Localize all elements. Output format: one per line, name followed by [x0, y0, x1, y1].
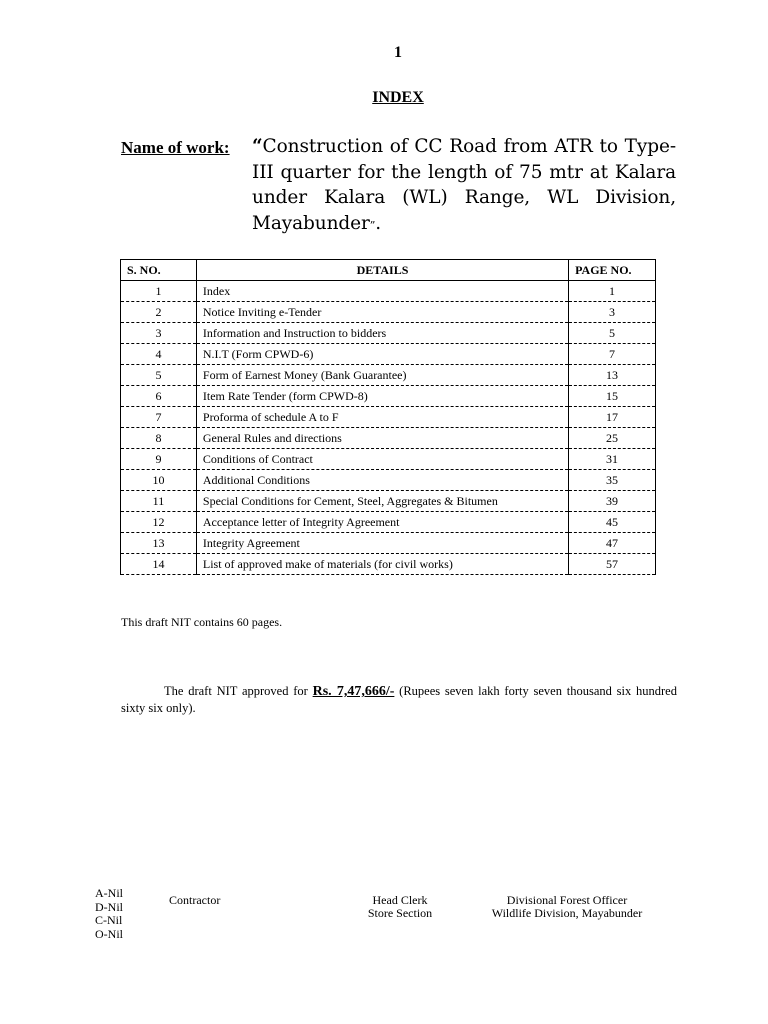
table-row: [121, 407, 656, 428]
row-sno: 1: [121, 281, 197, 302]
header-details: DETAILS: [196, 260, 568, 281]
row-page: 45: [569, 512, 656, 533]
table-header-row: [121, 260, 656, 281]
signature-contractor: [169, 894, 220, 907]
row-page: 3: [569, 302, 656, 323]
copy-item: A-Nil: [95, 886, 123, 900]
row-details: Information and Instruction to bidders: [196, 323, 568, 344]
row-details: Acceptance letter of Integrity Agreement: [196, 512, 568, 533]
row-page: 39: [569, 491, 656, 512]
row-sno: 10: [121, 470, 197, 491]
table-row: [121, 281, 656, 302]
table-row: [121, 470, 656, 491]
dfo-division: Wildlife Division, Mayabunder: [491, 906, 643, 920]
row-sno: 13: [121, 533, 197, 554]
row-details: Index: [196, 281, 568, 302]
row-page: 5: [569, 323, 656, 344]
signature-dfo: [482, 894, 652, 920]
approval-amount: Rs. 7,47,666/-: [312, 684, 395, 699]
row-details: N.I.T (Form CPWD-6): [196, 344, 568, 365]
table-row: [121, 344, 656, 365]
row-details: Special Conditions for Cement, Steel, Aggregates & Bitumen: [196, 491, 568, 512]
row-sno: 8: [121, 428, 197, 449]
row-sno: 11: [121, 491, 197, 512]
work-end: .: [375, 212, 382, 234]
row-page: 15: [569, 386, 656, 407]
row-page: 57: [569, 554, 656, 575]
close-quote: ”: [369, 218, 376, 232]
contractor-label: Contractor: [169, 893, 221, 907]
name-of-work-text: [252, 134, 676, 238]
dfo-title: Divisional Forest Officer: [506, 893, 628, 907]
row-sno: 7: [121, 407, 197, 428]
row-page: 17: [569, 407, 656, 428]
copy-item: O-Nil: [95, 926, 123, 941]
row-page: 1: [569, 281, 656, 302]
index-table: [120, 259, 656, 575]
table-row: [121, 386, 656, 407]
copy-item: C-Nil: [95, 913, 123, 927]
row-sno: 14: [121, 554, 197, 575]
row-details: Item Rate Tender (form CPWD-8): [196, 386, 568, 407]
row-details: Additional Conditions: [196, 470, 568, 491]
table-row: [121, 491, 656, 512]
row-sno: 2: [121, 302, 197, 323]
approval-paragraph: [121, 683, 677, 716]
table-row: [121, 554, 656, 575]
header-sno: S. NO.: [121, 260, 197, 281]
row-sno: 12: [121, 512, 197, 533]
header-page: PAGE NO.: [569, 260, 656, 281]
row-details: Proforma of schedule A to F: [196, 407, 568, 428]
table-row: [121, 365, 656, 386]
row-details: List of approved make of materials (for civil works): [196, 554, 568, 575]
row-sno: 9: [121, 449, 197, 470]
row-page: 7: [569, 344, 656, 365]
index-title: INDEX: [372, 89, 424, 106]
row-page: 31: [569, 449, 656, 470]
row-page: 47: [569, 533, 656, 554]
row-sno: 4: [121, 344, 197, 365]
table-row: [121, 428, 656, 449]
page-number: 1: [394, 44, 402, 61]
row-sno: 3: [121, 323, 197, 344]
head-clerk-section: Store Section: [367, 906, 433, 920]
row-details: Integrity Agreement: [196, 533, 568, 554]
table-row: [121, 512, 656, 533]
copy-item: D-Nil: [95, 899, 123, 914]
work-description: Construction of CC Road from ATR to Type-III quarter for the length of 75 mtr at Kalara under Kalara (WL) Range, WL Division, Mayabunder: [252, 136, 676, 234]
row-details: General Rules and directions: [196, 428, 568, 449]
row-sno: 5: [121, 365, 197, 386]
row-details: Notice Inviting e-Tender: [196, 302, 568, 323]
row-details: Form of Earnest Money (Bank Guarantee): [196, 365, 568, 386]
row-details: Conditions of Contract: [196, 449, 568, 470]
open-quote: “: [252, 136, 263, 157]
row-page: 25: [569, 428, 656, 449]
approval-suffix: (Rupees seven lakh forty seven thousand six hundred sixty six only).: [121, 684, 677, 715]
name-of-work-label: Name of work:: [121, 138, 230, 157]
table-row: [121, 449, 656, 470]
row-page: 35: [569, 470, 656, 491]
table-row: [121, 302, 656, 323]
pages-note: This draft NIT contains 60 pages.: [121, 615, 283, 629]
head-clerk-title: Head Clerk: [372, 893, 428, 907]
row-sno: 6: [121, 386, 197, 407]
signature-head-clerk: [350, 894, 450, 920]
approval-prefix: The draft NIT approved for: [164, 684, 313, 698]
copies-list: [95, 887, 123, 941]
table-row: [121, 323, 656, 344]
row-page: 13: [569, 365, 656, 386]
table-row: [121, 533, 656, 554]
